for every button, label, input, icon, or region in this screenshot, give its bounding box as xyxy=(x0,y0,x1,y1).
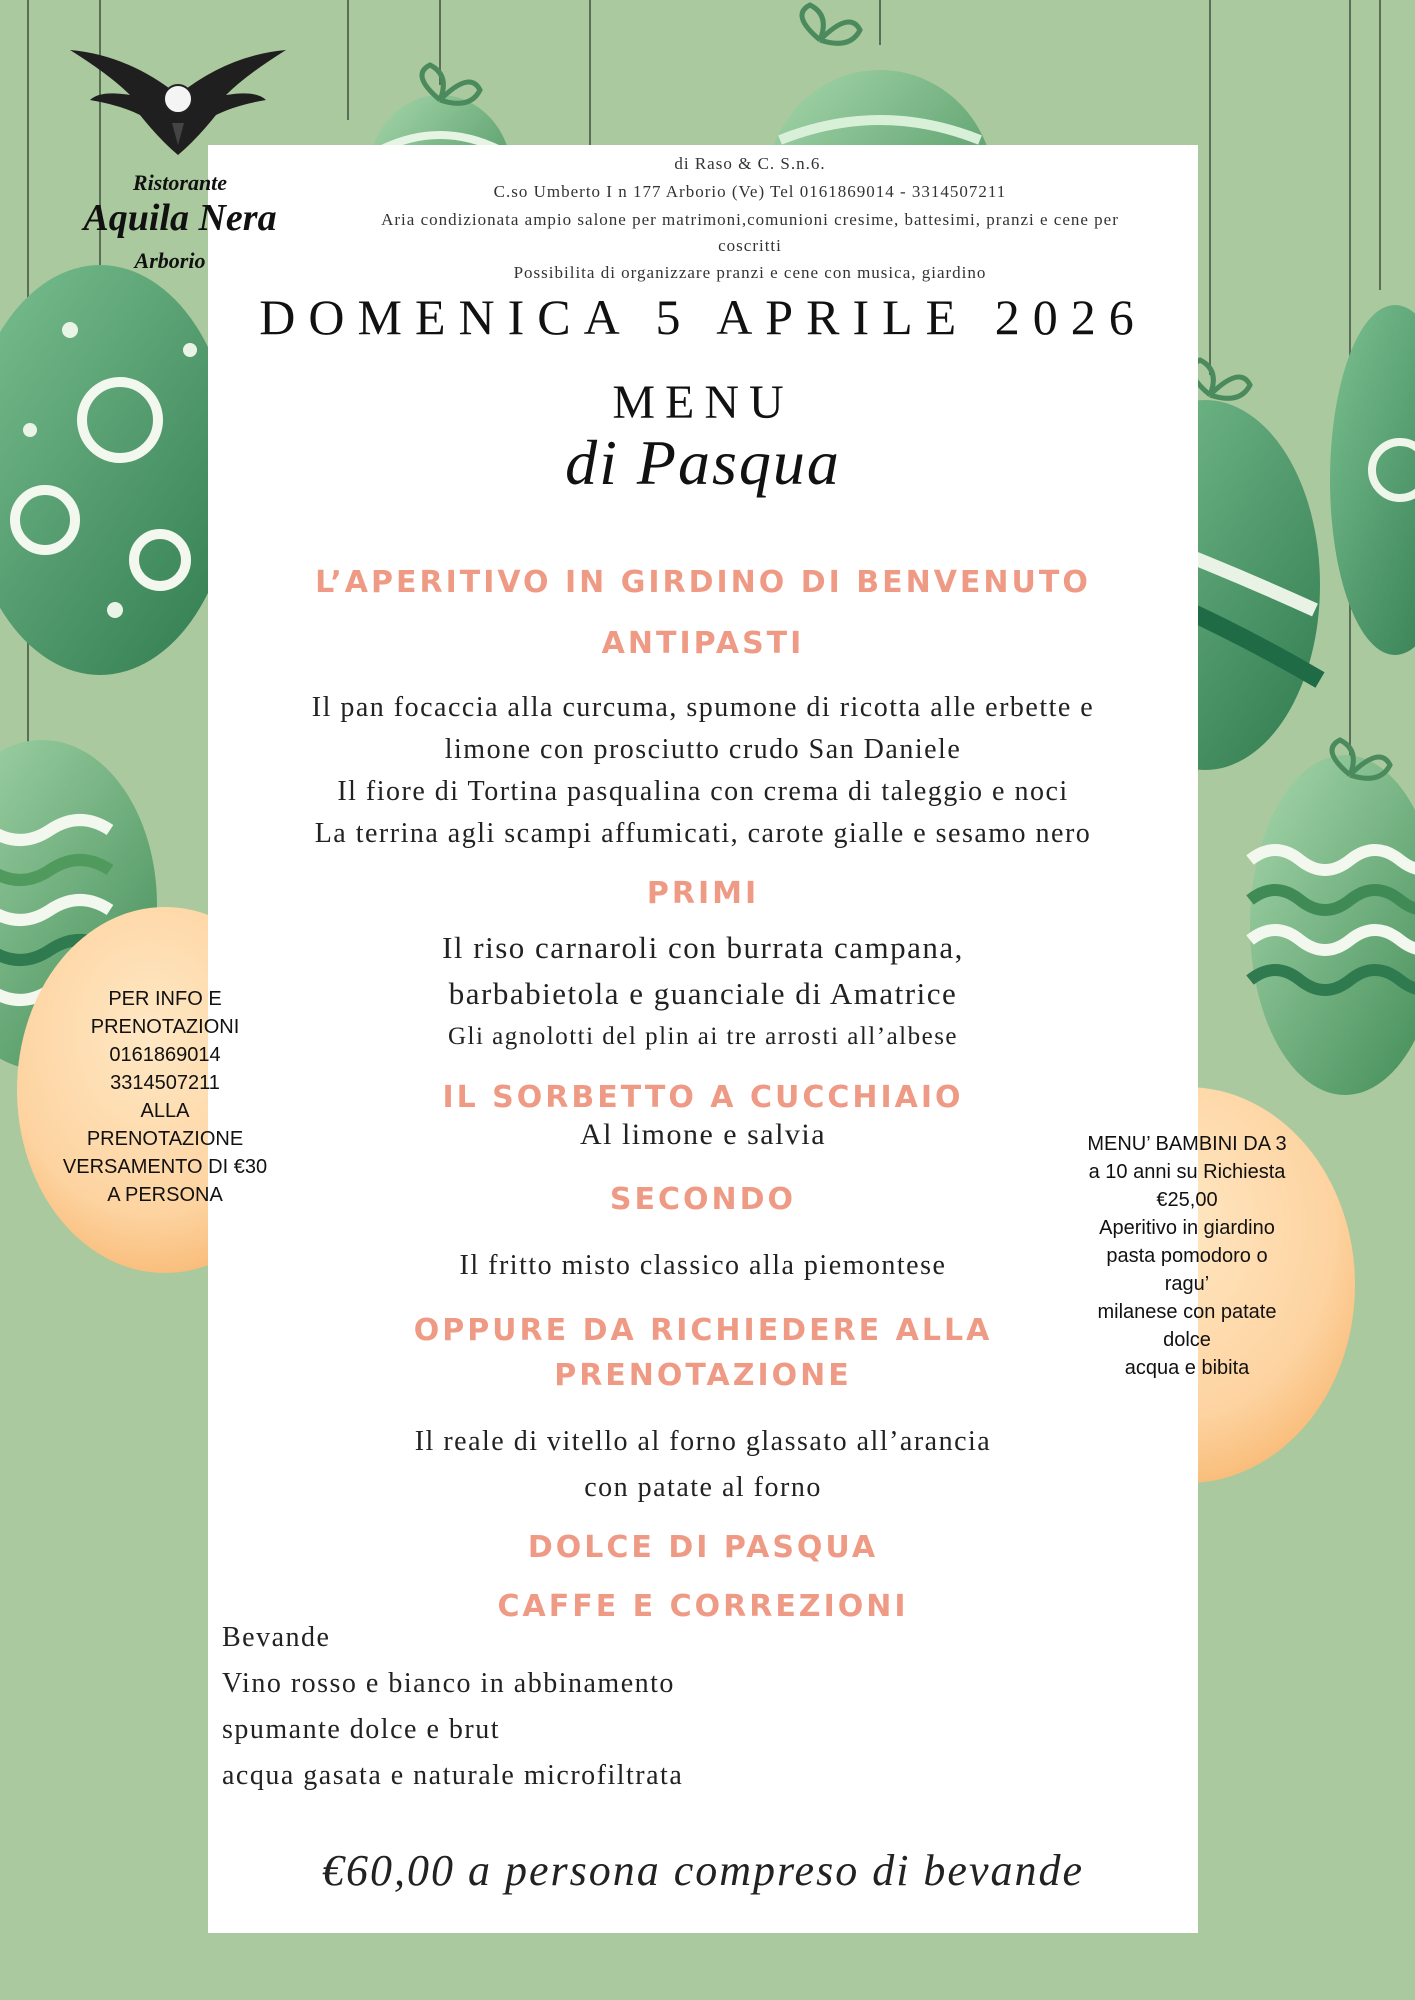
info-line: PRENOTAZIONI xyxy=(90,1016,240,1038)
kids-line: a 10 anni su Richiesta xyxy=(1088,1161,1286,1183)
egg-wavy-right xyxy=(1250,755,1415,1095)
menu-price: €60,00 a persona compreso di bevande xyxy=(321,1846,1085,1895)
section-primi: PRIMI xyxy=(646,876,760,911)
section-caffe: CAFFE E CORREZIONI xyxy=(497,1589,909,1624)
kids-price: €25,00 xyxy=(1156,1189,1218,1211)
dish-antipasto-1a: Il pan focaccia alla curcuma, spumone di ricotta alle erbette e xyxy=(311,692,1095,723)
event-date: DOMENICA 5 APRILE 2026 xyxy=(259,289,1147,345)
kids-line: ragu’ xyxy=(1164,1273,1210,1295)
beverage-spumante: spumante dolce e brut xyxy=(222,1714,500,1745)
beverage-water: acqua gasata e naturale microfiltrata xyxy=(222,1760,684,1791)
kids-line: MENU’ BAMBINI DA 3 xyxy=(1087,1133,1287,1155)
logo-town: Arborio xyxy=(134,248,206,273)
beverage-wine: Vino rosso e bianco in abbinamento xyxy=(222,1668,675,1699)
section-dolce: DOLCE DI PASQUA xyxy=(527,1530,879,1565)
info-line: A PERSONA xyxy=(107,1184,223,1206)
dish-primo-1a: Il riso carnaroli con burrata campana, xyxy=(442,930,964,965)
info-deposit: VERSAMENTO DI €30 xyxy=(62,1156,268,1178)
beverages-title: Bevande xyxy=(222,1622,331,1653)
section-sorbetto: IL SORBETTO A CUCCHIAIO xyxy=(442,1080,964,1115)
info-egg-text xyxy=(55,985,275,1209)
dish-primo-1b: barbabietola e guanciale di Amatrice xyxy=(448,976,958,1011)
dish-antipasto-2: Il fiore di Tortina pasqualina con crema di taleggio e noci xyxy=(337,776,1069,807)
section-antipasti: ANTIPASTI xyxy=(601,626,805,661)
dish-sorbetto: Al limone e salvia xyxy=(579,1118,827,1151)
logo-name: Aquila Nera xyxy=(83,197,277,239)
kids-menu-text xyxy=(1062,1130,1312,1382)
dish-antipasto-3: La terrina agli scampi affumicati, carote gialle e sesamo nero xyxy=(314,818,1092,849)
dish-alternative-2: con patate al forno xyxy=(584,1472,822,1503)
info-line: ALLA xyxy=(140,1100,190,1122)
section-oppure-cont: PRENOTAZIONE xyxy=(554,1358,852,1393)
section-secondo: SECONDO xyxy=(609,1182,797,1217)
info-line: PER INFO E xyxy=(108,988,222,1010)
dish-alternative-1: Il reale di vitello al forno glassato all’arancia xyxy=(414,1426,992,1457)
header-services: Aria condizionata ampio salone per matrimoni,comunioni cresime, battesimi, pranzi e cene per xyxy=(381,210,1119,229)
info-phone-2: 3314507211 xyxy=(110,1072,220,1094)
kids-line: milanese con patate xyxy=(1097,1301,1277,1323)
kids-line: Aperitivo in giardino xyxy=(1099,1217,1275,1239)
kids-line: dolce xyxy=(1163,1329,1211,1351)
section-oppure: OPPURE DA RICHIEDERE ALLA xyxy=(413,1313,993,1348)
egg-floral-right xyxy=(1330,305,1415,655)
egg-floral-left xyxy=(0,265,235,675)
header-music: Possibilita di organizzare pranzi e cene con musica, giardino xyxy=(513,263,987,282)
section-aperitivo: L’APERITIVO IN GIRDINO DI BENVENUTO xyxy=(315,565,1091,600)
logo-ristorante: Ristorante xyxy=(132,170,228,195)
menu-heading: MENU xyxy=(612,376,794,429)
info-line: PRENOTAZIONE xyxy=(86,1128,244,1150)
dish-primo-2: Gli agnolotti del plin ai tre arrosti all’albese xyxy=(447,1023,959,1050)
eagle-logo-icon xyxy=(70,50,286,155)
menu-subtitle: di Pasqua xyxy=(565,427,841,498)
dish-antipasto-1b: limone con prosciutto crudo San Daniele xyxy=(444,734,962,765)
info-phone-1: 0161869014 xyxy=(109,1044,221,1066)
kids-line: pasta pomodoro o xyxy=(1106,1245,1268,1267)
dish-secondo: Il fritto misto classico alla piemontese xyxy=(459,1250,947,1281)
header-services-cont: coscritti xyxy=(718,236,782,255)
header-company: di Raso & C. S.n.6. xyxy=(674,154,826,173)
kids-line: acqua e bibita xyxy=(1124,1357,1250,1379)
header-address: C.so Umberto I n 177 Arborio (Ve) Tel 0161869014 - 3314507211 xyxy=(493,182,1007,201)
